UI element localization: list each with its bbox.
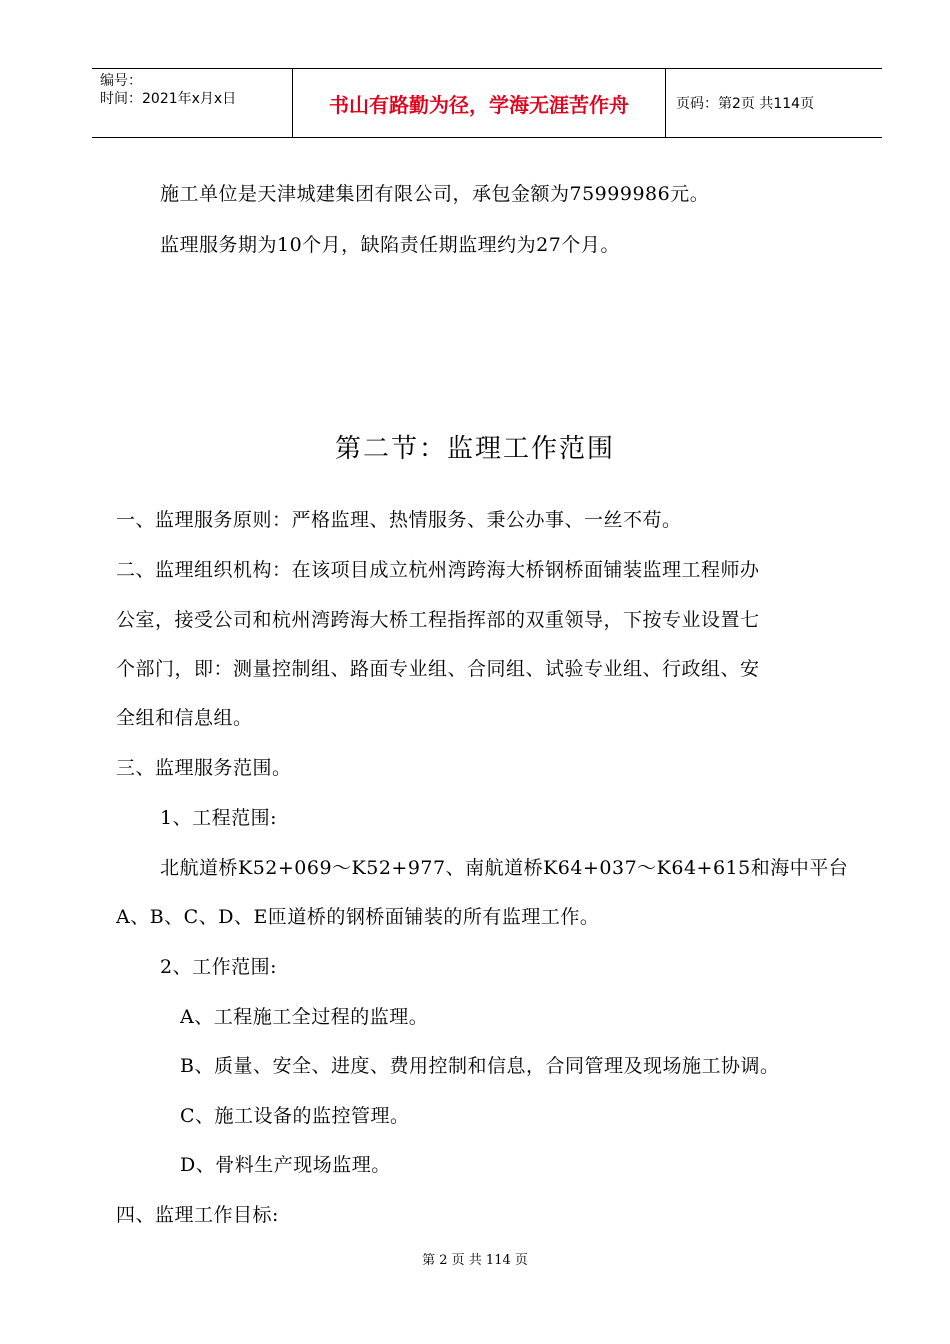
item-principles: 一、监理服务原则：严格监理、热情服务、秉公办事、一丝不苟。 — [116, 509, 682, 531]
paragraph-contractor: 施工单位是天津城建集团有限公司，承包金额为75999986元。 — [160, 183, 710, 205]
sub-project-scope-line1: 北航道桥K52+069～K52+977、南航道桥K64+037～K64+615和海中平台 — [160, 857, 849, 879]
page-header — [92, 68, 882, 138]
number-label: 编号： — [100, 73, 142, 89]
item-organization-line3: 个部门，即：测量控制组、路面专业组、合同组、试验专业组、行政组、安 — [116, 658, 760, 680]
motto: 书山有路勤为径，学海无涯苦作舟 — [293, 69, 666, 137]
paragraph-service-period: 监理服务期为10个月，缺陷责任期监理约为27个月。 — [160, 234, 620, 256]
header-left-cell — [92, 69, 293, 137]
work-scope-d: D、骨料生产现场监理。 — [180, 1154, 391, 1176]
time-label: 时间：2021年x月x日 — [100, 91, 237, 107]
item-goals: 四、监理工作目标: — [116, 1204, 279, 1226]
section-title: 第二节：监理工作范围 — [334, 434, 615, 464]
item-organization-line2: 公室，接受公司和杭州湾跨海大桥工程指挥部的双重领导，下按专业设置七 — [116, 609, 760, 631]
work-scope-b: B、质量、安全、进度、费用控制和信息，合同管理及现场施工协调。 — [180, 1055, 780, 1077]
page-label: 页码：第2页 共114页 — [676, 96, 815, 112]
work-scope-a: A、工程施工全过程的监理。 — [180, 1006, 429, 1028]
sub-project-scope: 1、工程范围: — [160, 807, 277, 829]
item-scope: 三、监理服务范围。 — [116, 757, 292, 779]
sub-work-scope: 2、工作范围: — [160, 956, 277, 978]
item-organization-line1: 二、监理组织机构：在该项目成立杭州湾跨海大桥钢桥面铺装监理工程师办 — [116, 559, 760, 581]
sub-project-scope-line2: A、B、C、D、E匝道桥的钢桥面铺装的所有监理工作。 — [116, 906, 600, 928]
work-scope-c: C、施工设备的监控管理。 — [180, 1105, 410, 1127]
item-organization-line4: 全组和信息组。 — [116, 707, 253, 729]
page-footer: 第 2 页 共 114 页 — [422, 1253, 528, 1268]
